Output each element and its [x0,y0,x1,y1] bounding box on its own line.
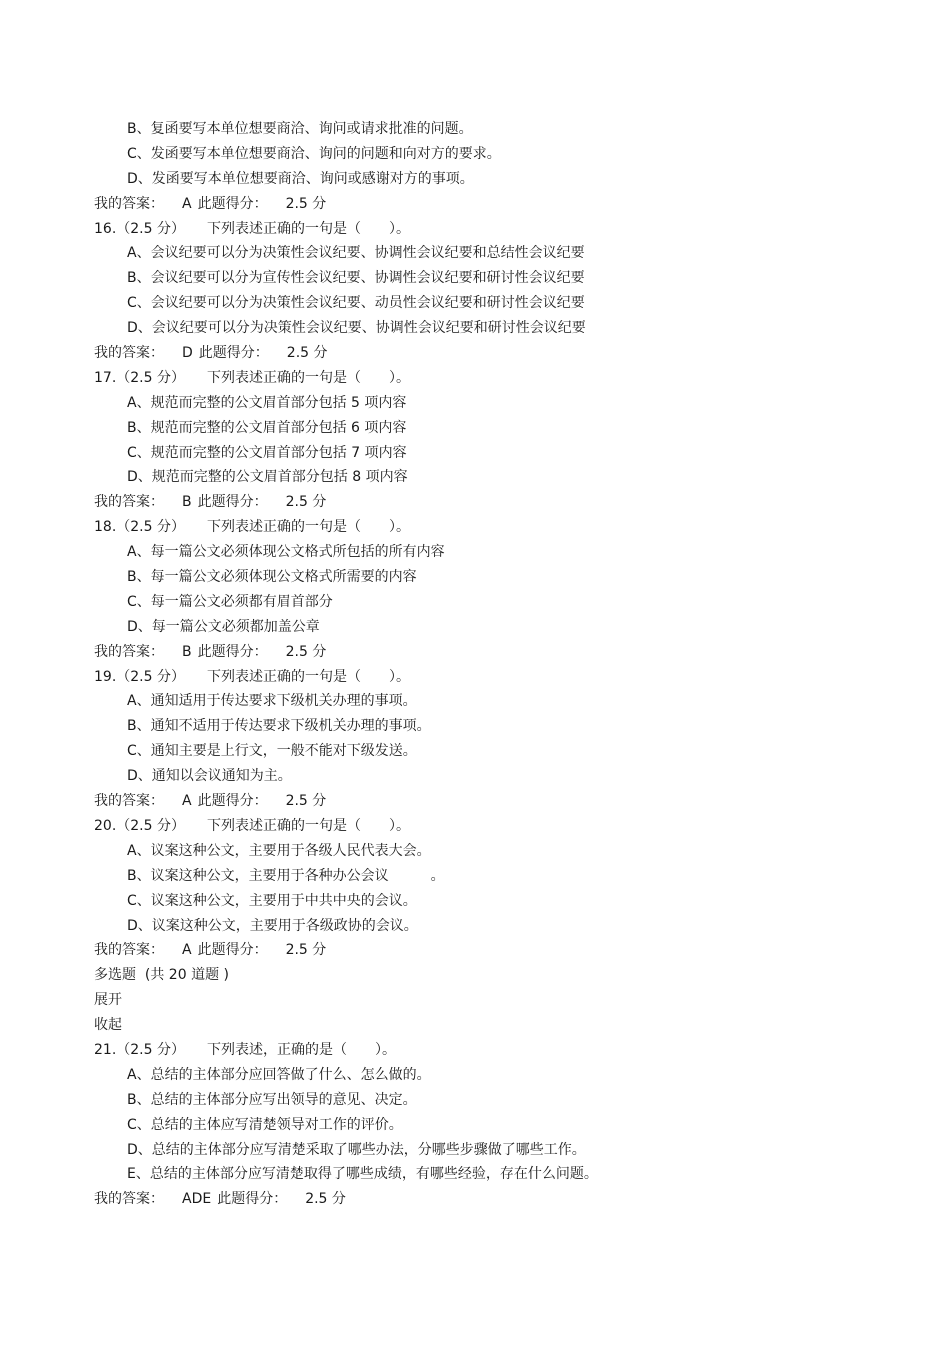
q18-option-b: B、每一篇公文必须体现公文格式所需要的内容 [127,569,417,586]
q18-option-a: A、每一篇公文必须体现公文格式所包括的所有内容 [127,544,445,561]
q16-answer-line [0,341,950,366]
answer-label: 我的答案： [94,793,164,810]
q19-option-d: D、通知以会议通知为主。 [127,768,292,785]
q20-option-d: D、议案这种公文，主要用于各级政协的会议。 [127,917,418,934]
q21-option-c: C、总结的主体应写清楚领导对工作的评价。 [127,1116,403,1133]
q17-option-a: A、规范而完整的公文眉首部分包括 5 项内容 [127,394,407,411]
score-value: 2.5 分 [305,1191,346,1208]
q19-option-a: A、通知适用于传达要求下级机关办理的事项。 [127,693,417,710]
answer-value: A [182,942,192,959]
score-label: 此题得分： [197,793,268,810]
q17-option-d: D、规范而完整的公文眉首部分包括 8 项内容 [127,469,408,486]
q18-answer-line [0,640,950,665]
question-number: 18.（2.5 分） [94,519,185,536]
q16-option-a: A、会议纪要可以分为决策性会议纪要、协调性会议纪要和总结性会议纪要 [127,245,585,262]
q19-stem [0,665,950,690]
answer-label: 我的答案： [94,1191,164,1208]
answer-value: A [182,195,192,212]
q17-stem [0,366,950,391]
q20-option-b: B、议案这种公文，主要用于各种办公会议 。 [127,867,445,884]
q15-option-d: D、发函要写本单位想要商洽、询问或感谢对方的事项。 [127,170,474,187]
q16-stem [0,217,950,242]
q20-stem [0,814,950,839]
question-stem: 下列表述正确的一句是（ ）。 [206,519,410,536]
question-stem: 下列表述正确的一句是（ ）。 [206,369,410,386]
score-value: 2.5 分 [285,494,327,511]
score-value: 2.5 分 [285,793,327,810]
q21-answer-line [0,1187,950,1212]
q18-option-c: C、每一篇公文必须都有眉首部分 [127,593,333,610]
q18-option-d: D、每一篇公文必须都加盖公章 [127,618,320,635]
question-stem: 下列表述正确的一句是（ ）。 [206,817,410,834]
answer-value: A [182,793,192,810]
q15-option-c: C、发函要写本单位想要商洽、询问的问题和向对方的要求。 [127,145,501,162]
q21-stem [0,1038,950,1063]
q20-answer-line [0,938,950,963]
question-number: 21.（2.5 分） [94,1041,185,1058]
question-number: 16.（2.5 分） [94,220,185,237]
score-value: 2.5 分 [285,643,327,660]
section-title: 多选题 (共 20 道题 ) [94,967,229,984]
q18-stem [0,515,950,540]
expand-link[interactable]: 展开 [94,992,122,1009]
answer-label: 我的答案： [94,494,164,511]
q16-option-b: B、会议纪要可以分为宣传性会议纪要、协调性会议纪要和研讨性会议纪要 [127,270,585,287]
answer-label: 我的答案： [94,345,164,362]
question-number: 17.（2.5 分） [94,369,185,386]
answer-label: 我的答案： [94,942,164,959]
q21-option-a: A、总结的主体部分应回答做了什么、怎么做的。 [127,1066,431,1083]
q17-answer-line [0,490,950,515]
score-value: 2.5 分 [285,942,327,959]
question-stem: 下列表述正确的一句是（ ）。 [206,668,410,685]
score-label: 此题得分： [197,942,268,959]
q19-option-c: C、通知主要是上行文，一般不能对下级发送。 [127,743,417,760]
score-label: 此题得分： [197,643,268,660]
score-label: 此题得分： [197,494,268,511]
q19-answer-line [0,789,950,814]
question-stem: 下列表述，正确的是（ ）。 [206,1041,396,1058]
q17-option-b: B、规范而完整的公文眉首部分包括 6 项内容 [127,419,407,436]
question-stem: 下列表述正确的一句是（ ）。 [206,220,410,237]
question-number: 20.（2.5 分） [94,817,185,834]
collapse-link[interactable]: 收起 [94,1017,122,1034]
q19-option-b: B、通知不适用于传达要求下级机关办理的事项。 [127,718,431,735]
answer-label: 我的答案： [94,643,164,660]
answer-value: B [182,643,192,660]
q17-option-c: C、规范而完整的公文眉首部分包括 7 项内容 [127,444,407,461]
answer-value: ADE [182,1191,212,1208]
q21-option-e: E、总结的主体部分应写清楚取得了哪些成绩，有哪些经验，存在什么问题。 [127,1166,598,1183]
q16-option-c: C、会议纪要可以分为决策性会议纪要、动员性会议纪要和研讨性会议纪要 [127,295,585,312]
answer-value: B [182,494,192,511]
q21-option-d: D、总结的主体部分应写清楚采取了哪些办法，分哪些步骤做了哪些工作。 [127,1141,586,1158]
score-label: 此题得分： [198,345,269,362]
q20-option-a: A、议案这种公文，主要用于各级人民代表大会。 [127,842,431,859]
score-label: 此题得分： [197,195,268,212]
q21-option-b: B、总结的主体部分应写出领导的意见、决定。 [127,1091,417,1108]
document-page [0,117,950,1212]
q15-option-b: B、复函要写本单位想要商洽、询问或请求批准的问题。 [127,121,473,137]
score-value: 2.5 分 [286,345,328,362]
q20-option-c: C、议案这种公文，主要用于中共中央的会议。 [127,892,417,909]
question-number: 19.（2.5 分） [94,668,185,685]
q16-option-d: D、会议纪要可以分为决策性会议纪要、协调性会议纪要和研讨性会议纪要 [127,320,586,337]
answer-value: D [182,345,193,362]
q15-answer-line [0,192,950,217]
answer-label: 我的答案： [94,195,164,212]
score-label: 此题得分： [217,1191,288,1208]
score-value: 2.5 分 [285,195,327,212]
